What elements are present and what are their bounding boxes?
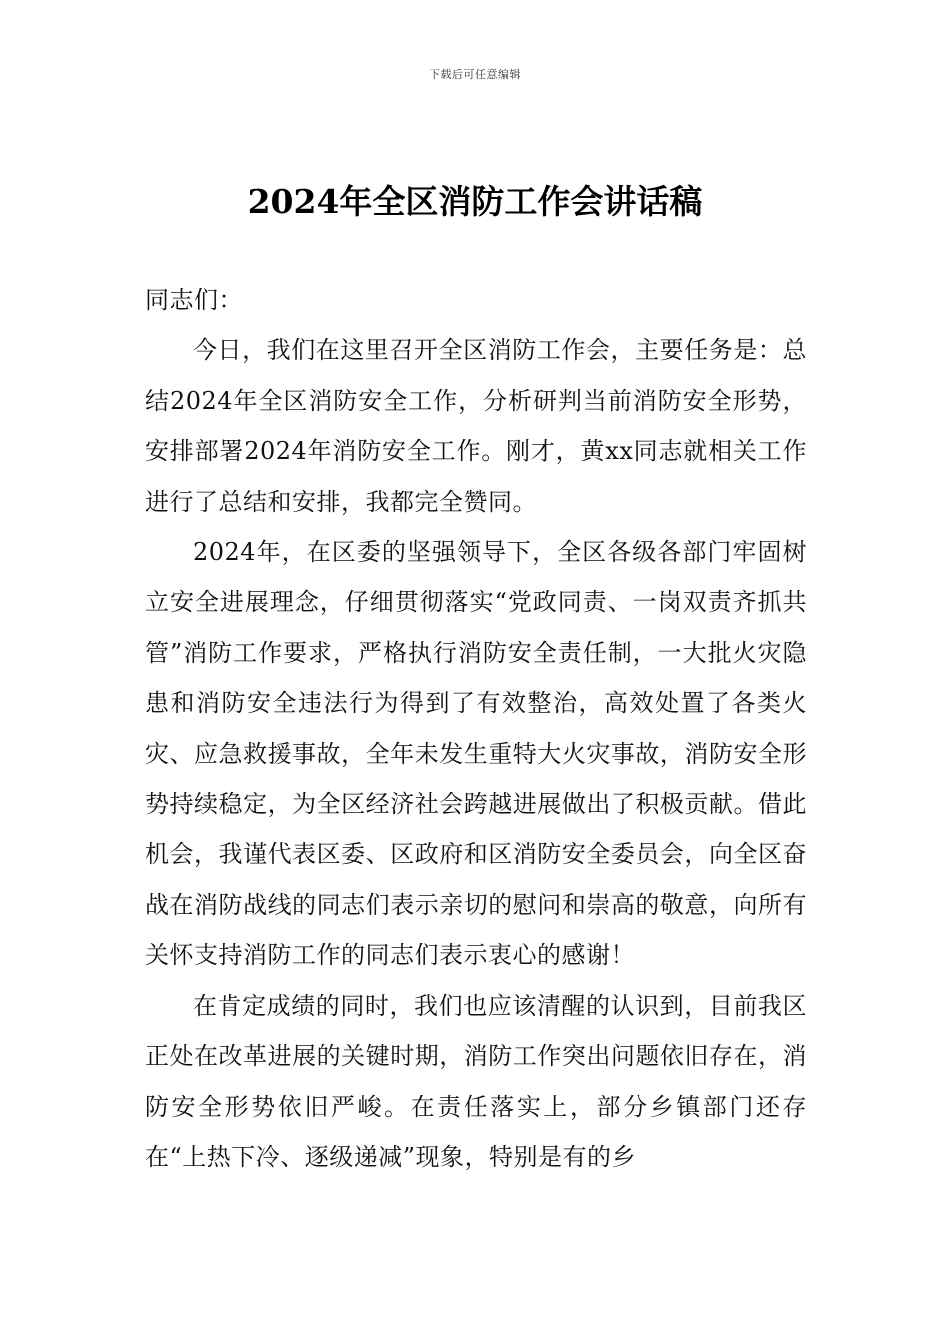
document-title: 2024年全区消防工作会讲话稿 — [247, 182, 703, 221]
paragraph-3: 在肯定成绩的同时，我们也应该清醒的认识到，目前我区正处在改革进展的关键时期，消防工作突出问题依旧存在，消防安全形势依旧严峻。在责任落实上，部分乡镇部门还存在“上热下冷、逐级递减”现象，特别是有的乡 — [145, 991, 807, 1171]
paragraph-1: 今日，我们在这里召开全区消防工作会，主要任务是：总结2024年全区消防安全工作，分析研判当前消防安全形势，安排部署2024年消防安全工作。刚才，黄xx同志就相关工作进行了总结和安排，我都完全赞同。 — [145, 336, 807, 516]
document-body — [145, 275, 807, 1182]
header-note: 下载后可任意编辑 — [429, 68, 521, 81]
salutation: 同志们： — [145, 286, 243, 314]
paragraph-2: 2024年，在区委的坚强领导下，全区各级各部门牢固树立安全进展理念，仔细贯彻落实“党政同责、一岗双责齐抓共管”消防工作要求，严格执行消防安全责任制，一大批火灾隐患和消防安全违法行为得到了有效整治，高效处置了各类火灾、应急救援事故，全年未发生重特大火灾事故，消防安全形势持续稳定，为全区经济社会跨越进展做出了积极贡献。借此机会，我谨代表区委、区政府和区消防安全委员会，向全区奋战在消防战线的同志们表示亲切的慰问和崇高的敬意，向所有关怀支持消防工作的同志们表示衷心的感谢！ — [145, 538, 807, 970]
